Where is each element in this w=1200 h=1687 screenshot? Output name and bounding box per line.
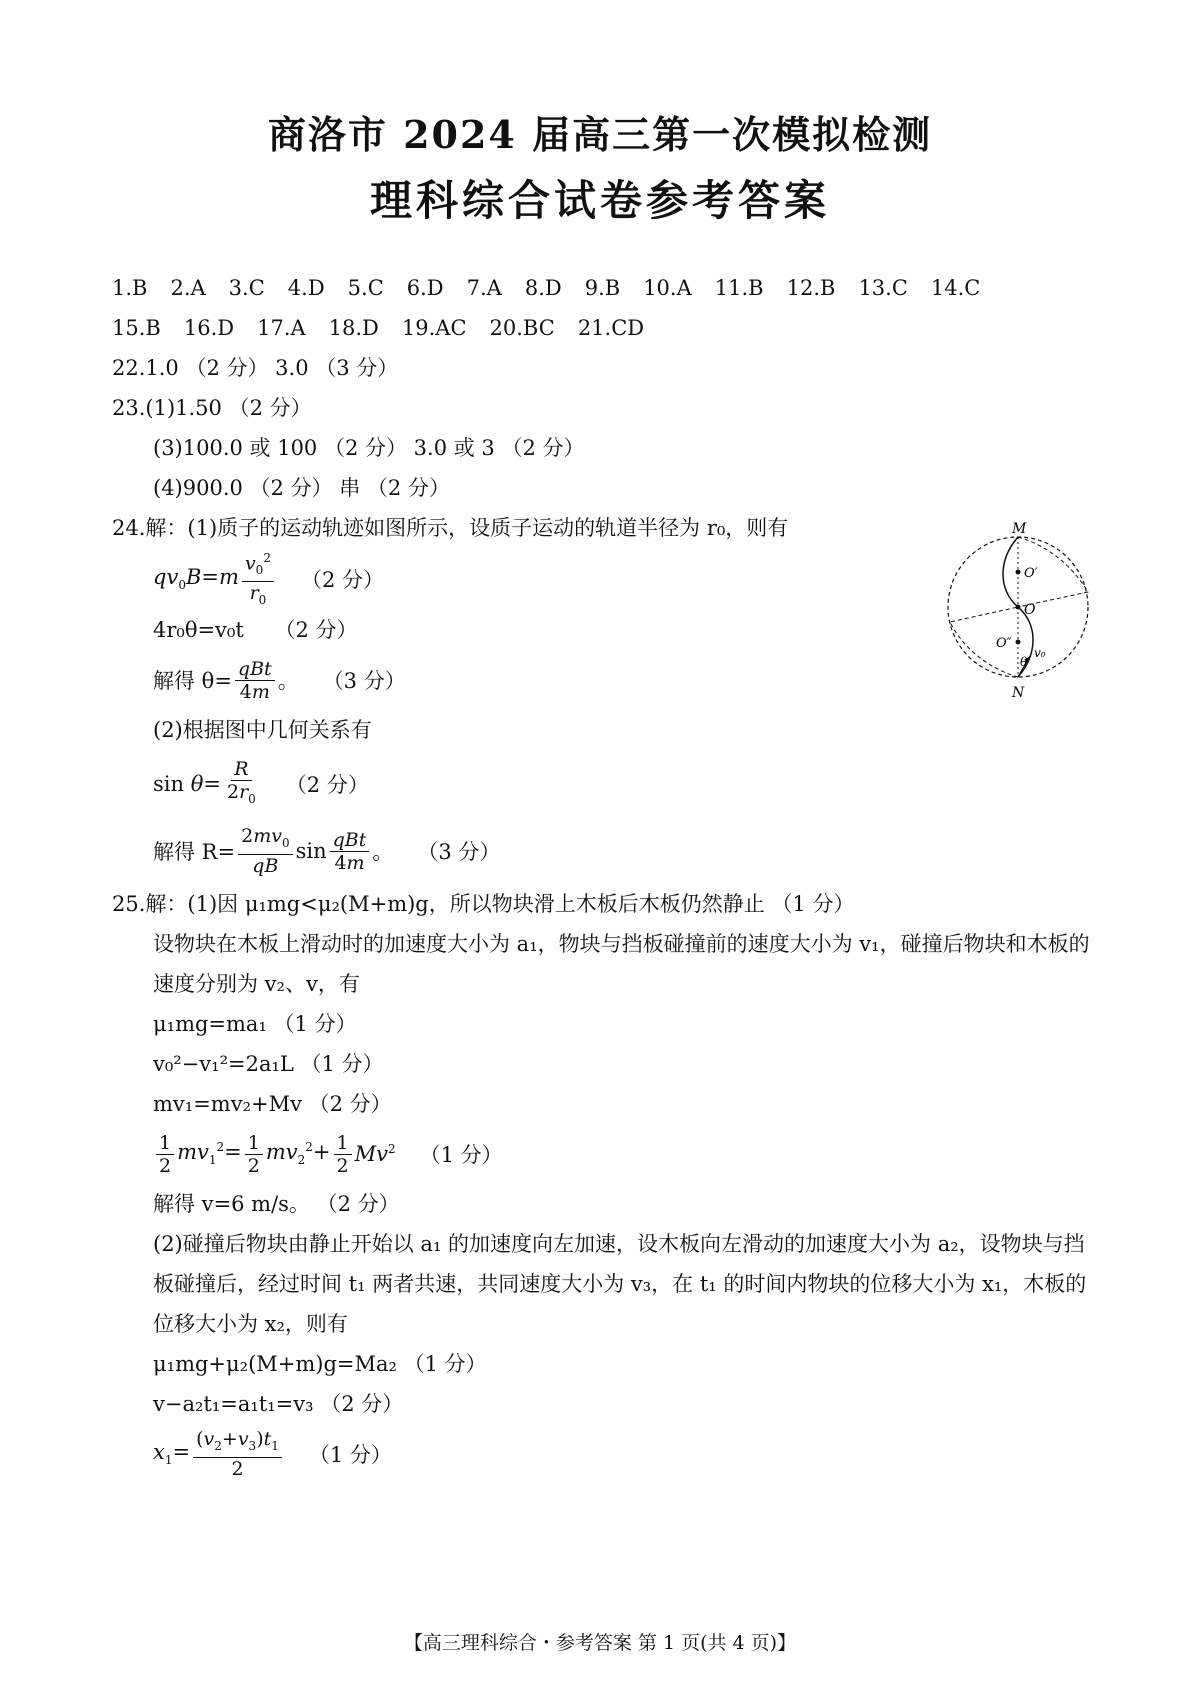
q24-eq2-score: （2 分） [274, 618, 358, 642]
q24-solve1: 解得 θ= $\frac{\text{qBt}}{4m}$ 。 （3 分） [153, 657, 406, 703]
q23-line-2: (3)100.0 或 100 （2 分） 3.0 或 3 （2 分） [153, 436, 585, 460]
q25-eq6: v−a₂t₁=a₁t₁=v₃ （2 分） [153, 1392, 404, 1416]
q25-para2: (2)碰撞后物块由静止开始以 a₁ 的加速度向左加速，设木板向左滑动的加速度大小为 a₂，设物块与挡板碰撞后，经过时间 t₁ 两者共速，共同速度大小为 v₃，在 t₁ 的时间内物块的位移大小为 x₁，木板的位移大小为 x₂，则有 [153, 1232, 1087, 1336]
label-o: O [1024, 602, 1036, 618]
answer-item: 10.A [643, 276, 692, 300]
q25-eq4-score: （1 分） [419, 1143, 503, 1167]
q25-para1: 设物块在木板上滑动时的加速度大小为 a₁，物块与挡板碰撞前的速度大小为 v₁，碰撞后物块和木板的速度分别为 v₂、v，有 [153, 932, 1090, 996]
q25-eq5: μ₁mg+μ₂(M+m)g=Ma₂ （1 分） [153, 1352, 487, 1376]
center-o1-dot [1016, 570, 1021, 575]
label-o-double-prime: O″ [996, 636, 1012, 651]
answers-row-1 [112, 268, 1102, 308]
label-v0: v₀ [1034, 646, 1046, 660]
label-o-prime: O′ [1024, 566, 1038, 581]
page-subtitle: 理科综合试卷参考答案 [369, 176, 830, 225]
q24-solve1-prefix: 解得 θ= [153, 669, 232, 693]
label-m: M [1012, 521, 1027, 537]
q24-solve2-score: （3 分） [417, 840, 501, 864]
trajectory-diagram [938, 520, 1098, 700]
answer-item: 1.B [112, 276, 148, 300]
answer-item: 16.D [183, 316, 235, 340]
answer-item: 19.AC [401, 316, 467, 340]
answer-item: 7.A [466, 276, 502, 300]
answer-item: 17.A [257, 316, 306, 340]
answer-item: 20.BC [489, 316, 555, 340]
q24-eq3: sin θ= $\frac{R}{2r_0}$ （2 分） [153, 758, 369, 806]
answer-item: 18.D [328, 316, 379, 340]
answer-item: 9.B [584, 276, 621, 300]
answer-item: 11.B [714, 276, 764, 300]
q25-eq7-score: （1 分） [308, 1443, 392, 1467]
q24-solve2: 解得 R= $\frac{2mv_0}{qB}$ sin $\frac{\text{qBt}}{4m}$ 。 （3 分） [153, 825, 501, 877]
q24-eq1-score: （2 分） [300, 568, 384, 592]
center-o2-dot [1016, 640, 1021, 645]
page-footer: 【高三理科综合・参考答案 第 1 页(共 4 页)】 [403, 1632, 797, 1654]
answer-item: 3.C [228, 276, 265, 300]
q25-solve: 解得 v=6 m/s。 （2 分） [153, 1192, 400, 1216]
q25-eq2: v₀²−v₁²=2a₁L （1 分） [153, 1052, 384, 1076]
center-o-dot [1016, 605, 1021, 610]
q24-solve1-score: （3 分） [322, 669, 406, 693]
q25-eq4: $\frac{1}{2}$ $mv_1^2=$ $\frac{1}{2}$ $mv_2^2+$ $\frac{1}{2}$ Mv$^2$ （1 分） [112, 1124, 1102, 1184]
answer-item: 6.D [406, 276, 444, 300]
q25-intro: 25.解：(1)因 μ₁mg<μ₂(M+m)g，所以物块滑上木板后木板仍然静止 （1 分） [112, 892, 855, 916]
answer-item: 5.C [347, 276, 384, 300]
answer-body [112, 268, 1102, 1484]
answer-item: 2.A [170, 276, 206, 300]
q24-solve2-prefix: 解得 R= [153, 840, 236, 864]
answer-item: 15.B [112, 316, 161, 340]
q22-answer: 22.1.0 （2 分） 3.0 （3 分） [112, 356, 399, 380]
q24-part2: (2)根据图中几何关系有 [153, 718, 372, 742]
q25-eq7: $x_1=$ $\frac{(v_2+v_3)t_1}{2}$ （1 分） [153, 1428, 392, 1480]
label-theta: θ [1020, 655, 1028, 669]
label-n: N [1012, 685, 1025, 700]
q24-eq1: $qv_0B=m$ $\frac{v_0^2}{r_0}$ （2 分） [112, 548, 1102, 610]
q24-eq2-text: 4r₀θ=v₀t [153, 618, 244, 642]
q23-line-3: (4)900.0 （2 分） 串 （2 分） [153, 476, 450, 500]
q24-eq3-score: （2 分） [285, 773, 369, 797]
q24-intro: 24.解：(1)质子的运动轨迹如图所示，设质子运动的轨道半径为 r₀，则有 [112, 516, 789, 540]
answers-row-2 [112, 308, 1102, 348]
answer-item: 8.D [524, 276, 562, 300]
answer-item: 21.CD [577, 316, 645, 340]
answer-item: 14.C [930, 276, 981, 300]
q25-eq1: μ₁mg=ma₁ （1 分） [153, 1012, 357, 1036]
answer-item: 4.D [287, 276, 325, 300]
page-title: 商洛市 2024 届高三第一次模拟检测 [267, 112, 933, 157]
q23-line-1: 23.(1)1.50 （2 分） [112, 396, 312, 420]
answer-item: 12.B [786, 276, 836, 300]
q25-eq3: mv₁=mv₂+Mv （2 分） [153, 1092, 392, 1116]
answer-item: 13.C [858, 276, 908, 300]
